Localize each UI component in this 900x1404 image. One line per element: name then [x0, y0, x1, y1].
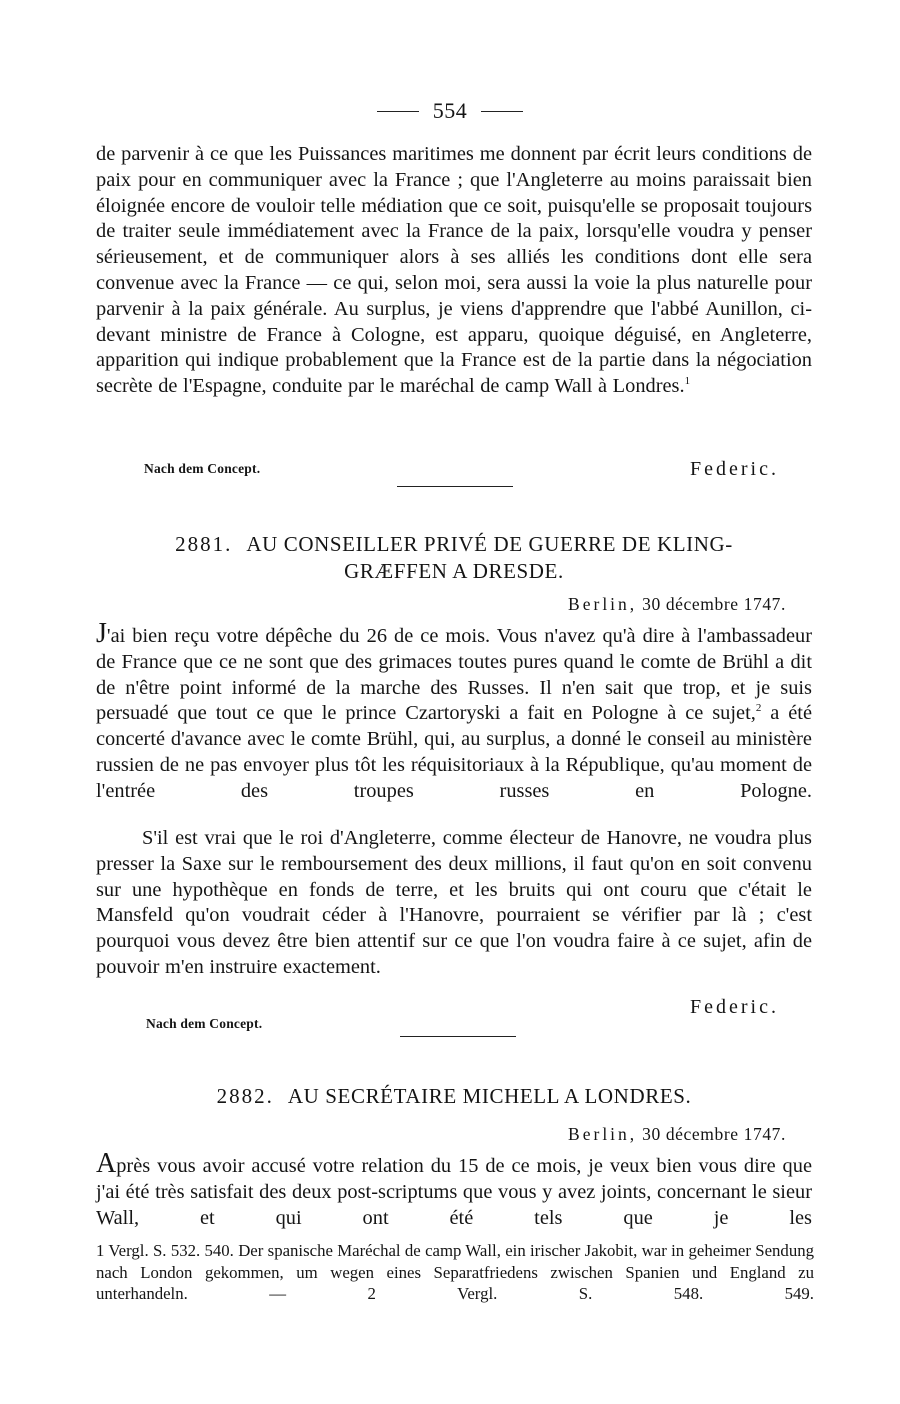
continuation-paragraph [96, 142, 812, 400]
dateline [568, 1124, 786, 1145]
dateline-place: Berlin, [568, 594, 638, 614]
section-divider [400, 1036, 516, 1037]
letter-paragraph [96, 1150, 812, 1231]
letter-title: AU SECRÉTAIRE MICHELL A LONDRES. [287, 1084, 692, 1108]
letter-paragraph: S'il est vrai que le roi d'Angleterre, comme électeur de Hanovre, ne voudra plus presser la Saxe sur le remboursement des deux millions, il faut qu'on en soit convenu sur une hypothèque en fonds de terre, et les bruits qui ont couru que c'était le Mansfeld qu'on voudrait céder à l'Hanovre, pourraient se vérifier par là ; c'est pourquoi vous devez être bien attentif sur ce que l'on voudra faire à ce sujet, afin de pouvoir m'en instruire exactement. [96, 827, 812, 978]
dateline-date: 30 décembre 1747. [642, 1124, 786, 1144]
dateline-place: Berlin, [568, 1124, 638, 1144]
drop-capital: A [96, 1148, 117, 1179]
letter-text: a été concerté d'avance avec le comte Brühl, qui, au surplus, a donné le conseil au ministère russien de ne pas envoyer plus tôt les réquisitoriaux à la République, qu'au moment de l'entrée des troupes russes en Pologne. [96, 702, 812, 802]
letter-heading [96, 531, 812, 585]
dateline [568, 594, 786, 615]
letter-heading-line1 [96, 531, 812, 558]
signature: Federic. [690, 458, 779, 480]
letter-text: près vous avoir accusé votre relation du 15 de ce mois, je veux bien vous dire que j'ai été très satisfait des deux post-scriptums que vous y avez joints, concernant le sieur Wall, et qui ont été tels que je les [96, 1155, 812, 1229]
page-header [0, 96, 900, 126]
letter-number: 2882. [216, 1084, 274, 1108]
letter-title-part1: AU CONSEILLER PRIVÉ DE GUERRE DE KLING- [246, 532, 733, 556]
letter-heading [96, 1083, 812, 1110]
footnotes: 1 Vergl. S. 532. 540. Der spanische Maréchal de camp Wall, ein irischer Jakobit, war in geheimer Sendung nach London gekommen, um wegen eines Separatfriedens zwischen Spanien und England zu unterhandeln. — 2 Vergl. S. 548. 549. [96, 1241, 814, 1303]
drop-capital: J [96, 618, 107, 649]
dateline-date: 30 décembre 1747. [642, 594, 786, 614]
footnote-mark: 2 [755, 702, 762, 715]
letter-text: 'ai bien reçu votre dépêche du 26 de ce mois. Vous n'avez qu'à dire à l'ambassadeur de France que ce ne sont que des grimaces toutes pures quand le comte de Brühl a dit de n'être point informé de la marche des Russes. Il n'en sait que trop, et je suis persuadé que tout ce que le prince Czartoryski a fait en Pologne à ce sujet, [96, 625, 812, 725]
footnote-mark: 1 [684, 375, 691, 388]
signature: Federic. [690, 996, 779, 1018]
continuation-text: de parvenir à ce que les Puissances maritimes me donnent par écrit leurs conditions de paix pour en communiquer avec la France ; que l'Angleterre au moins paraissait bien éloignée encore de vouloir telle médiation que ce soit, puisqu'elle se proposait toujours de traiter seule immédiatement avec la France de la paix, lorsqu'elle voudra y penser sérieusement, et de communiquer alors à ses alliés les conditions dont elle sera convenue avec la France — ce qui, selon moi, sera aussi la voie la plus naturelle pour parvenir à la paix générale. Au surplus, je viens d'apprendre que l'abbé Aunillon, ci-devant ministre de France à Cologne, est apparu, quoique déguisé, en Angleterre, apparition qui indique probablement que la France est de la partie dans la négociation secrète de l'Espagne, conduite par le maréchal de camp Wall à Londres. [96, 143, 812, 398]
letter-title-part2: GRÆFFEN A DRESDE. [344, 559, 564, 583]
source-note: Nach dem Concept. [146, 1016, 263, 1031]
page-number: 554 [432, 98, 468, 123]
letter-paragraph [96, 620, 812, 805]
header-rule-right [481, 111, 523, 112]
header-rule-left [377, 111, 419, 112]
letter-number: 2881. [175, 532, 233, 556]
source-note: Nach dem Concept. [144, 461, 261, 476]
section-divider [397, 486, 513, 487]
